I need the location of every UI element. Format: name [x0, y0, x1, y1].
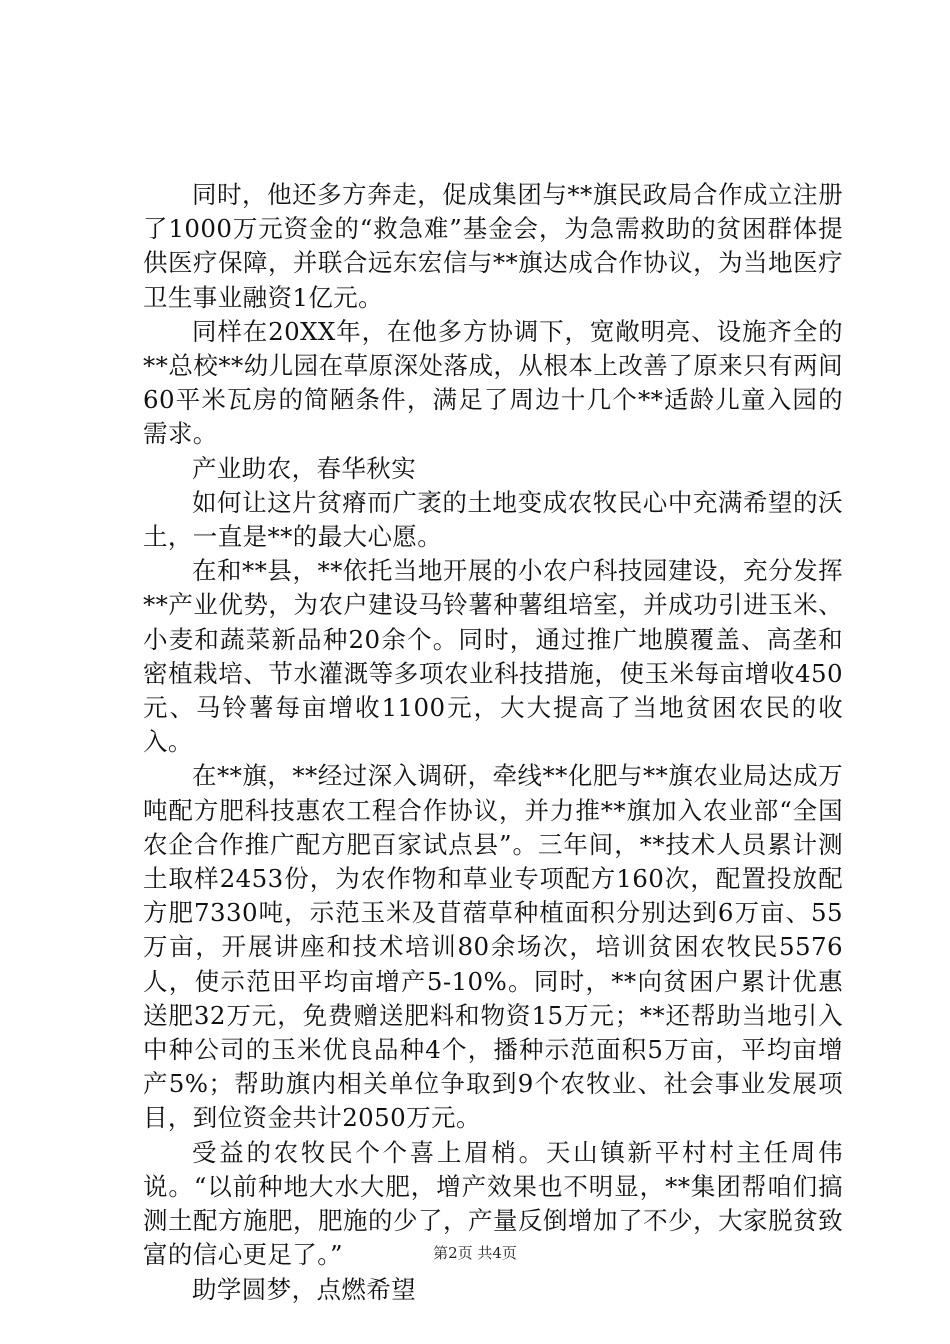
section-heading-industry: 产业助农，春华秋实 — [192, 453, 417, 483]
document-body — [143, 178, 843, 1307]
paragraph-relief-fund: 同时，他还多方奔走，促成集团与**旗民政局合作成立注册了1000万元资金的“救急难”基金会，为急需救助的贫困群体提供医疗保障，并联合远东宏信与**旗达成合作协议，为当地医疗卫生事业融资1亿元。 — [143, 180, 843, 312]
paragraph-farmer-quote: 受益的农牧民个个喜上眉梢。天山镇新平村村主任周伟说。“以前种地大水大肥，增产效果也不明显，**集团帮咱们搞测土配方施肥，肥施的少了，产量反倒增加了不少，大家脱贫致富的信心更足了。” — [143, 1137, 843, 1270]
section-heading-education: 助学圆梦，点燃希望 — [192, 1274, 417, 1304]
paragraph-fertilizer-project: 在**旗，**经过深入调研，牵线**化肥与**旗农业局达成万吨配方肥科技惠农工程合作协议，并力推**旗加入农业部“全国农企合作推广配方肥百家试点县”。三年间，**技术人员累计测土取样2453份，为农作物和草业专项配方160次，配置投放配方肥7330吨，示范玉米及苜蓿草种植面积分别达到6万亩、55万亩，开展讲座和技术培训80余场次，培训贫困农牧民5576人，使示范田平均亩增产5-10%。同时，**向贫困户累计优惠送肥32万元，免费赠送肥料和物资15万元；**还帮助当地引入中种公司的玉米优良品种4个，播种示范面积5万亩，平均亩增产5%；帮助旗内相关单位争取到9个农牧业、社会事业发展项目，到位资金共计2050万元。 — [143, 761, 843, 1133]
page-number-footer: 第2页 共4页 — [433, 1244, 517, 1262]
paragraph-county-tech-park: 在和**县，**依托当地开展的小农户科技园建设，充分发挥**产业优势，为农户建设马铃薯种薯组培室，并成功引进玉米、小麦和蔬菜新品种20余个。同时，通过推广地膜覆盖、高垄和密植栽培、节水灌溉等多项农业科技措施，使玉米每亩增收450元、马铃薯每亩增收1100元，大大提高了当地贫困农民的收入。 — [143, 556, 843, 757]
paragraph-kindergarten: 同样在20XX年，在他多方协调下，宽敞明亮、设施齐全的**总校**幼儿园在草原深处落成，从根本上改善了原来只有两间60平米瓦房的简陋条件，满足了周边十几个**适龄儿童入园的需求。 — [143, 316, 843, 449]
paragraph-land-hope: 如何让这片贫瘠而广袤的土地变成农牧民心中充满希望的沃土，一直是**的最大心愿。 — [143, 487, 843, 552]
